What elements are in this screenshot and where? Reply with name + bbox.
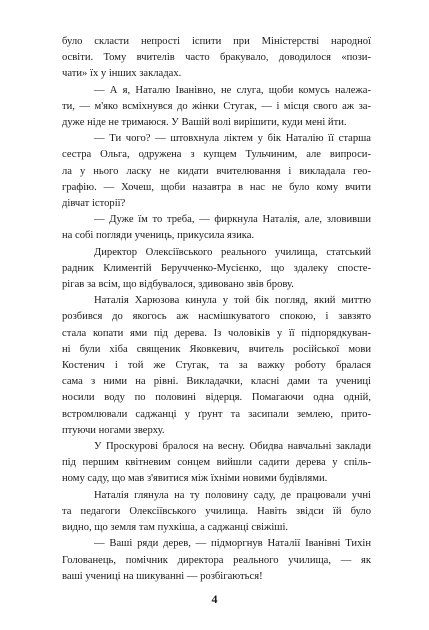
paragraph	[62, 212, 371, 244]
text-line: ти, — м'яко всміхнувся до жінки Стугак, — і місця свого аж за-	[62, 100, 371, 112]
paragraph	[62, 536, 371, 585]
body-text	[62, 34, 371, 585]
text-line: Голованець, помічник директора реального училища, — як	[62, 554, 371, 566]
paragraph	[62, 83, 371, 132]
text-line: під першим квітневим сонцем вийшли садити дерева у спіль-	[62, 457, 371, 469]
text-line: Костенич і той же Стугак, та за важку роботу бралася	[62, 360, 371, 372]
text-line: — А я, Наталю Іванівно, не слуга, щоби комусь належа-	[94, 84, 371, 96]
paragraph	[62, 131, 371, 212]
text-line: стала копати ями під дерева. Із чоловіків у її підпорядкуван-	[62, 327, 371, 339]
text-line: рігав за всім, що відбувалося, здивовано звів брову.	[62, 279, 294, 291]
text-line: сестра Ольга, одружена з купцем Тульчиним, але випроси-	[62, 149, 371, 161]
text-line: — Ваші ряди дерев, — підморгнув Наталії Іванівні Тихін	[94, 538, 371, 550]
text-line: дуже ніде не тримаюся. У Вашій волі вирішити, куди мені йти.	[62, 117, 347, 129]
text-line: розбився до якогось аж насмішкуватого спокою, і завзято	[62, 311, 371, 323]
paragraph	[62, 34, 371, 83]
text-line: ла у нього ласку не кидати вчителювання і викладала гео-	[62, 165, 371, 177]
paragraph	[62, 245, 371, 294]
paragraph	[62, 439, 371, 488]
text-line: чати» їх у інших закладах.	[62, 68, 182, 80]
text-line: Наталія Харюзова кинула у той бік погляд, який миттю	[94, 295, 371, 307]
text-line: ні були хіба священик Яковкевич, вчитель російської мови	[62, 343, 371, 355]
text-line: та педагоги Олексіївського училища. Навіть звідси їй було	[62, 505, 371, 517]
text-line: Директор Олексіївського реального училища, статський	[94, 246, 371, 258]
text-line: на собі погляди учениць, прикусила язика.	[62, 230, 255, 242]
text-line: графію. — Хочеш, щоби назавтра в нас не було кому вчити	[62, 181, 371, 193]
text-line: сама з ними на рівні. Викладачки, класні дами та учениці	[62, 376, 371, 388]
text-line: — Дуже їм то треба, — фиркнула Наталія, але, зловивши	[94, 214, 371, 226]
text-line: — Ти чого? — штовхнула ліктем у бік Наталію її старша	[94, 133, 371, 145]
text-line: освіти. Тому вчителів часто бракувало, доводилося «пози-	[62, 52, 371, 64]
text-line: ному саду, що мав з'явитися між їхніми новими будівлями.	[62, 473, 328, 485]
page-number: 4	[211, 592, 218, 606]
paragraph	[62, 293, 371, 439]
text-line: радник Климентій Беручченко-Мусієнко, що здалеку спосте-	[62, 262, 371, 274]
text-line: птуючи ногами зверху.	[62, 424, 165, 436]
text-line: дівчат історії?	[62, 198, 126, 210]
text-line: було скласти непрості іспити при Міністерстві народної	[62, 36, 371, 47]
text-line: встромлювали саджанці у ґрунт та засипали землею, прито-	[62, 408, 371, 420]
text-line: носили воду по половині відерця. Помагаючи одна одній,	[62, 392, 371, 404]
text-line: Наталія глянула на ту половину саду, де працювали учні	[94, 489, 371, 501]
text-line: ваші учениці на шикуванні — розбігаються!	[62, 570, 263, 582]
text-line: У Проскурові бралося на весну. Обидва навчальні заклади	[94, 441, 371, 453]
paragraph	[62, 488, 371, 537]
text-line: видно, що земля там пухкіша, а саджанці свіжіші.	[62, 522, 289, 534]
